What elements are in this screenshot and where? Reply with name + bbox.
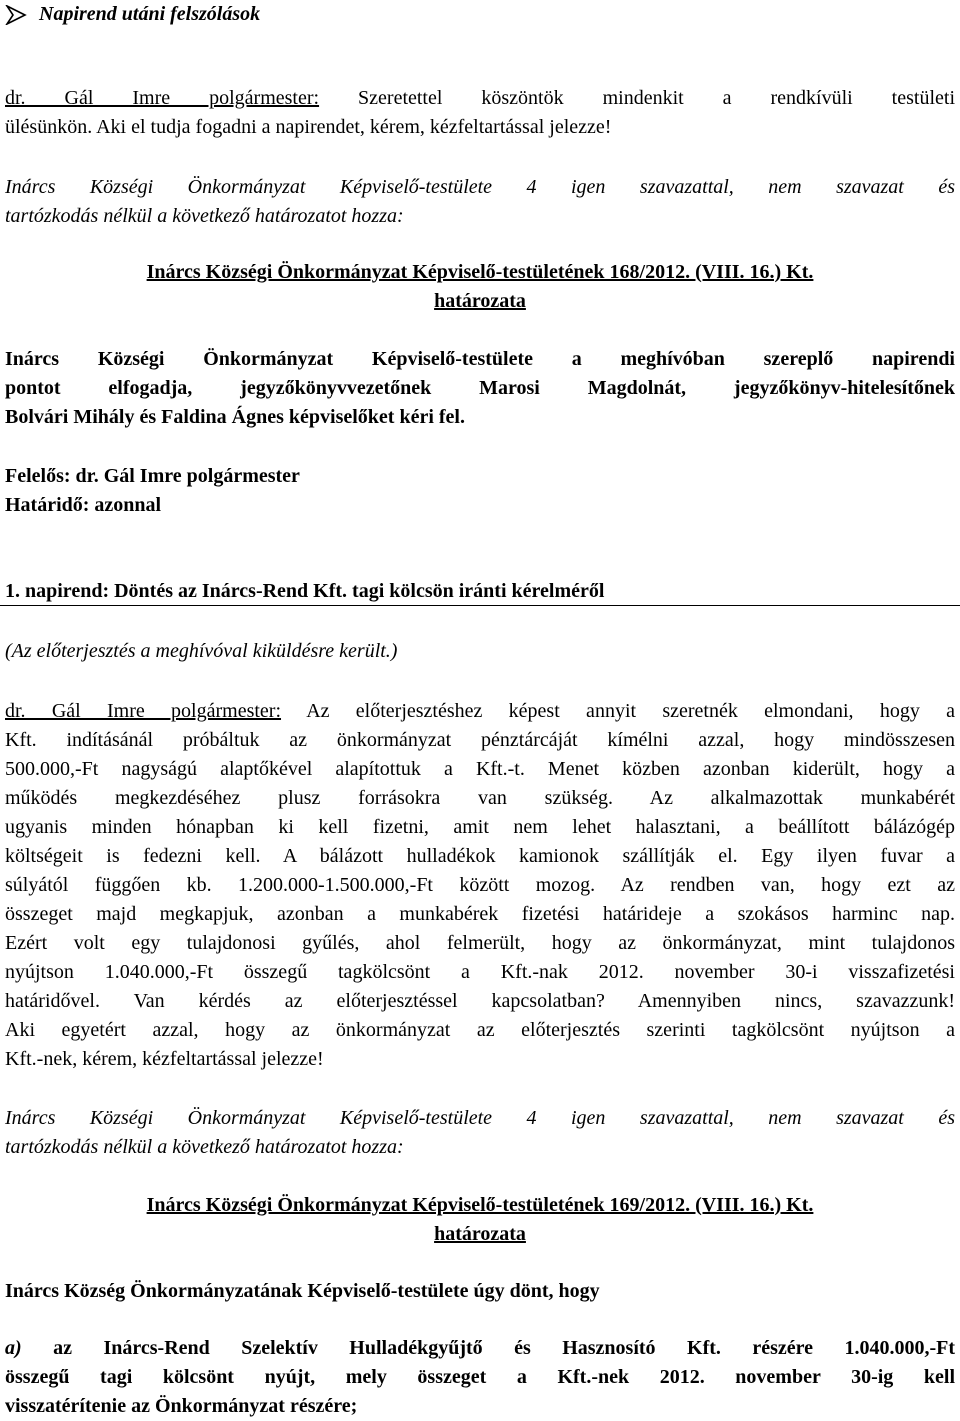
speech-line: Kft.-nek, kérem, kézfeltartással jelezze! bbox=[5, 1048, 324, 1070]
resolution-1-subtitle bbox=[5, 287, 955, 316]
speech-paragraph-1 bbox=[5, 84, 955, 113]
item-a-label: a) bbox=[5, 1337, 22, 1359]
vote-statement-1: Inárcs Községi Önkormányzat Képviselő-testülete 4 igen szavazattal, nem szavazat és bbox=[5, 176, 955, 198]
speech-paragraph-2 bbox=[5, 697, 955, 726]
resolution-2-subtitle-text: határozata bbox=[434, 1223, 526, 1245]
speech-line: Aki egyetért azzal, hogy az önkormányzat az előterjesztés szerinti tagkölcsönt nyújtson a bbox=[5, 1019, 955, 1041]
responsible-person: Felelős: dr. Gál Imre polgármester bbox=[5, 465, 300, 487]
speech-paragraph-1-line2: ülésünkön. Aki el tudja fogadni a napirendet, kérem, kézfeltartással jelezze! bbox=[5, 116, 612, 138]
resolution-2-title bbox=[5, 1191, 955, 1220]
resolution-1-title-text: Inárcs Községi Önkormányzat Képviselő-testületének 168/2012. (VIII. 16.) Kt. bbox=[146, 261, 814, 283]
resolution-2-intro: Inárcs Község Önkormányzatának Képviselő-testülete úgy dönt, hogy bbox=[5, 1280, 600, 1302]
speech-line: működés megkezdéséhez plusz forrásokra van szükség. Az alkalmazottak munkabérét bbox=[5, 787, 955, 809]
speech-line: nyújtson 1.040.000,-Ft összegű tagkölcsönt a Kft.-nak 2012. november 30-i visszafizetési bbox=[5, 961, 955, 983]
vote-statement-2: Inárcs Községi Önkormányzat Képviselő-testülete 4 igen szavazattal, nem szavazat és bbox=[5, 1107, 955, 1129]
speaker-name-2: dr. Gál Imre polgármester: bbox=[5, 700, 282, 722]
speech-line: Ezért volt egy tulajdonosi gyűlés, ahol felmerült, hogy az önkormányzat, mint tulajdonos bbox=[5, 932, 955, 954]
resolution-2-item-a bbox=[5, 1334, 955, 1363]
speech-text-2: Az előterjesztéshez képest annyit szeretnék elmondani, hogy a bbox=[306, 700, 955, 722]
resolution-2-subtitle bbox=[5, 1220, 955, 1249]
resolution-1-subtitle-text: határozata bbox=[434, 290, 526, 312]
heading-text: Napirend utáni felszólások bbox=[39, 3, 261, 25]
agenda-item-title: 1. napirend: Döntés az Inárcs-Rend Kft. tagi kölcsön iránti kérelméről bbox=[0, 578, 960, 606]
arrow-bullet-icon bbox=[5, 5, 27, 25]
speech-line: költségeit is fedezni kell. A bálázott hulladékok kamionok szállítják el. Egy ilyen fuvar a bbox=[5, 845, 955, 867]
speech-line: súlyától függően kb. 1.200.000-1.500.000,-Ft között mozog. Az rendben van, hogy ezt az bbox=[5, 874, 955, 896]
resolution-1-title bbox=[5, 258, 955, 287]
speech-line: 500.000,-Ft nagyságú alaptőkével alapítottuk a Kft.-t. Menet közben azonban kiderült, hogy a bbox=[5, 758, 955, 780]
speaker-name: dr. Gál Imre polgármester: bbox=[5, 87, 320, 109]
item-a-text: az Inárcs-Rend Szelektív Hulladékgyűjtő és Hasznosító Kft. részére 1.040.000,-Ft bbox=[53, 1337, 956, 1359]
speech-line: Kft. indításánál próbáltuk az önkormányzat pénztárcáját kímélni azzal, hogy mindösszesen bbox=[5, 729, 955, 751]
agenda-item-note: (Az előterjesztés a meghívóval kiküldésre került.) bbox=[5, 640, 398, 662]
resolution-1-body-line3: Bolvári Mihály és Faldina Ágnes képviselőket kéri fel. bbox=[5, 406, 465, 428]
resolution-2-title-text: Inárcs Községi Önkormányzat Képviselő-testületének 169/2012. (VIII. 16.) Kt. bbox=[146, 1194, 814, 1216]
vote-statement-2-line2: tartózkodás nélkül a következő határozatot hozza: bbox=[5, 1136, 404, 1158]
speech-text: Szeretettel köszöntök mindenkit a rendkívüli testületi bbox=[358, 87, 955, 109]
resolution-1-body-line2: pontot elfogadja, jegyzőkönyvvezetőnek Marosi Magdolnát, jegyzőkönyv-hitelesítőnek bbox=[5, 377, 955, 399]
speech-line: ugyanis minden hónapban ki kell fizetni, amit nem lehet halasztani, a beállított bálázógép bbox=[5, 816, 955, 838]
deadline: Határidő: azonnal bbox=[5, 494, 162, 516]
speech-line: összeget majd megkapjuk, azonban a munkabérek fizetési határideje a szokásos harminc nap. bbox=[5, 903, 955, 925]
speech-line: határidővel. Van kérdés az előterjesztéssel kapcsolatban? Amennyiben nincs, szavazzunk! bbox=[5, 990, 955, 1012]
section-heading bbox=[5, 0, 955, 29]
resolution-1-body-line1: Inárcs Községi Önkormányzat Képviselő-testülete a meghívóban szereplő napirendi bbox=[5, 348, 955, 370]
resolution-2-item-a-line2: összegű tagi kölcsönt nyújt, mely összeget a Kft.-nek 2012. november 30-ig kell bbox=[5, 1366, 955, 1388]
resolution-2-item-a-line3: visszatérítenie az Önkormányzat részére; bbox=[5, 1395, 358, 1417]
vote-statement-1-line2: tartózkodás nélkül a következő határozatot hozza: bbox=[5, 205, 404, 227]
